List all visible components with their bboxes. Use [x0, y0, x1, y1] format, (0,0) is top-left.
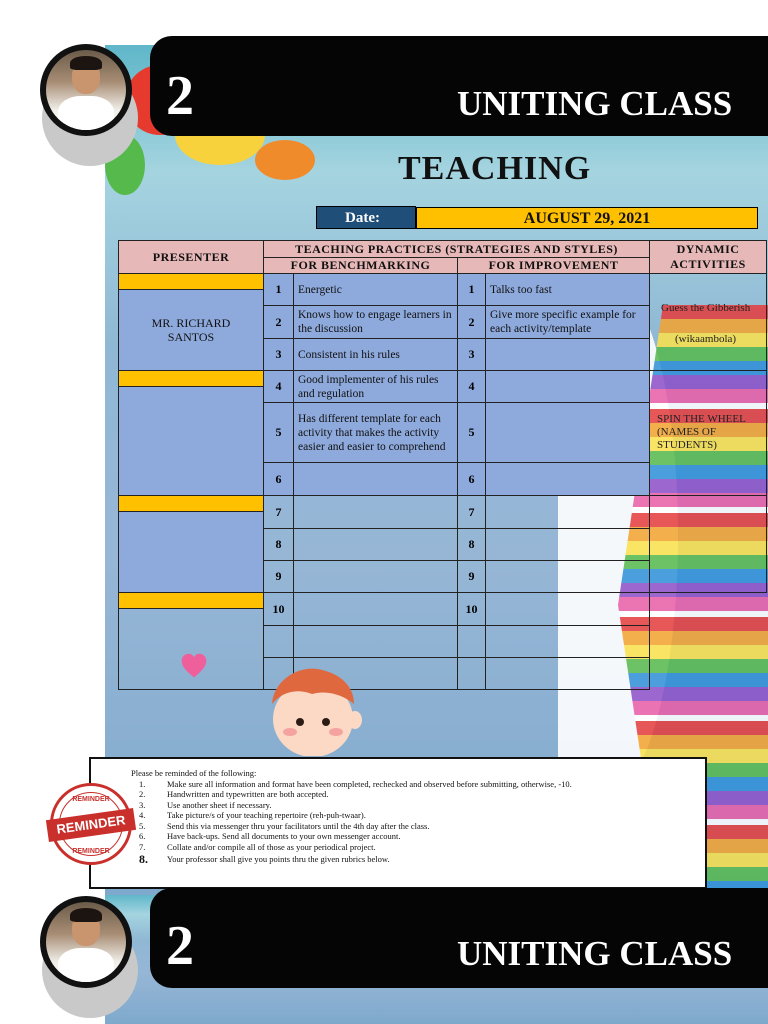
paint-splash-orange [255, 140, 315, 180]
reminder-item [131, 779, 691, 790]
reminder-item-text: Send this via messenger thru your facilitators until the 4th day after the class. [167, 820, 430, 831]
presenter-highlight [119, 593, 263, 609]
header-improvement: FOR IMPROVEMENT [458, 258, 650, 274]
cartoon-kid-illustration [262, 664, 364, 756]
reminder-item [131, 821, 691, 832]
dynamic-activity-note: STUDENTS) [657, 439, 717, 451]
section-title: TEACHING [398, 150, 592, 187]
avatar [40, 44, 132, 136]
header-number: 2 [166, 65, 194, 127]
reminder-item [131, 810, 691, 821]
improve-text [486, 593, 650, 626]
reminder-text [131, 768, 691, 865]
improve-number: 9 [458, 561, 486, 593]
reminder-item-number: 8. [139, 852, 148, 866]
heart-icon [180, 652, 208, 680]
dynamic-activity-title: Guess the Gibberish [661, 302, 751, 314]
header-dynamic: DYNAMIC ACTIVITIES [650, 241, 767, 274]
dynamic-cell-3 [650, 496, 767, 593]
dynamic-activity-title: SPIN THE WHEEL [657, 413, 746, 425]
reminder-item-number: 1. [139, 778, 146, 789]
presenter-highlight [119, 496, 263, 512]
footer-header-title: UNITING CLASS [457, 934, 733, 973]
avatar-hair [70, 56, 102, 70]
reminder-item-text: Your professor shall give you points thru the given rubrics below. [167, 854, 390, 864]
bench-number: 2 [264, 306, 294, 339]
avatar-photo [46, 50, 126, 130]
reminder-stamp-band: REMINDER [46, 808, 136, 842]
reminder-item [131, 854, 691, 865]
presenter-name: MR. RICHARD SANTOS [151, 316, 231, 344]
improve-text [486, 529, 650, 561]
reminder-stamp-bottom: REMINDER [72, 848, 110, 855]
footer-header-number: 2 [166, 915, 194, 977]
improve-number: 1 [458, 274, 486, 306]
improve-number: 4 [458, 371, 486, 403]
improve-number [458, 626, 486, 658]
improve-number: 5 [458, 403, 486, 463]
bench-number: 8 [264, 529, 294, 561]
bench-text: Good implementer of his rules and regulation [294, 371, 458, 403]
improve-text [486, 658, 650, 690]
header-title: UNITING CLASS [457, 84, 733, 123]
dynamic-activity-1 [661, 302, 768, 346]
bench-text: Energetic [294, 274, 458, 306]
improve-number [458, 658, 486, 690]
bench-text: Knows how to engage learners in the discussion [294, 306, 458, 339]
avatar-photo [46, 902, 126, 982]
presenter-cell-3 [119, 496, 264, 593]
improve-number: 10 [458, 593, 486, 626]
bench-text [294, 626, 458, 658]
date-label: Date: [316, 206, 416, 229]
dynamic-cell-4 [650, 593, 767, 690]
presenter-cell-1 [119, 274, 264, 371]
reminder-item-number: 4. [139, 810, 146, 820]
dynamic-activity-note: (wikaambola) [675, 333, 737, 345]
bench-number: 3 [264, 339, 294, 371]
bench-text [294, 561, 458, 593]
improve-text [486, 561, 650, 593]
reminder-item [131, 842, 691, 853]
presenter-cell-2 [119, 371, 264, 496]
improve-text [486, 339, 650, 371]
reminder-item-number: 2. [139, 789, 146, 799]
reminder-item-text: Have back-ups. Send all documents to your own messenger account. [167, 831, 401, 841]
avatar-shirt [58, 96, 114, 130]
reminder-item [131, 831, 691, 842]
bench-number: 1 [264, 274, 294, 306]
dynamic-activity-2 [657, 413, 767, 452]
reminder-item-number: 5. [139, 820, 146, 831]
improve-text [486, 371, 650, 403]
bench-number: 10 [264, 593, 294, 626]
improve-text [486, 463, 650, 496]
improve-number: 2 [458, 306, 486, 339]
improve-number: 7 [458, 496, 486, 529]
bench-text: Consistent in his rules [294, 339, 458, 371]
improve-number: 8 [458, 529, 486, 561]
reminder-item-text: Take picture/s of your teaching repertoire (reh-puh-twaar). [167, 810, 366, 820]
reminder-intro: Please be reminded of the following: [131, 768, 257, 778]
reminder-list [131, 779, 691, 865]
bench-text: Has different template for each activity that makes the activity easier and easier to comprehend [294, 403, 458, 463]
header-benchmarking: FOR BENCHMARKING [264, 258, 458, 274]
reminder-item-text: Handwritten and typewritten are both accepted. [167, 789, 329, 799]
reminder-item-number: 3. [139, 799, 146, 810]
bench-number [264, 626, 294, 658]
improve-number: 6 [458, 463, 486, 496]
bench-number: 7 [264, 496, 294, 529]
reminder-item-text: Use another sheet if necessary. [167, 799, 272, 810]
bench-number: 6 [264, 463, 294, 496]
bench-text [294, 593, 458, 626]
reminder-item [131, 800, 691, 811]
reminder-item-number: 6. [139, 831, 146, 841]
avatar [40, 896, 132, 988]
header-practices: TEACHING PRACTICES (STRATEGIES AND STYLES) [264, 241, 650, 258]
bench-text [294, 529, 458, 561]
bench-text [294, 496, 458, 529]
improve-text [486, 626, 650, 658]
presenter-highlight [119, 274, 263, 290]
presenter-highlight [119, 371, 263, 387]
reminder-item [131, 789, 691, 800]
avatar-shirt [58, 948, 114, 982]
improve-number: 3 [458, 339, 486, 371]
header-presenter: PRESENTER [119, 241, 264, 274]
bench-number: 9 [264, 561, 294, 593]
bench-number: 4 [264, 371, 294, 403]
dynamic-activity-note: (NAMES OF [657, 426, 716, 438]
bench-number: 5 [264, 403, 294, 463]
reminder-stamp-top: REMINDER [72, 796, 110, 803]
bench-text [294, 463, 458, 496]
improve-text [486, 496, 650, 529]
avatar-hair [70, 908, 102, 922]
reminder-item-text: Make sure all information and format have been completed, rechecked and observed before submitting, otherwise, -10. [167, 778, 572, 789]
date-value: AUGUST 29, 2021 [416, 207, 758, 229]
improve-text [486, 403, 650, 463]
reminder-item-text: Collate and/or compile all of those as your periodical project. [167, 841, 376, 852]
improve-text: Talks too fast [486, 274, 650, 306]
reminder-item-number: 7. [139, 841, 146, 852]
improve-text: Give more specific example for each activity/template [486, 306, 650, 339]
reminder-stamp [50, 783, 132, 865]
